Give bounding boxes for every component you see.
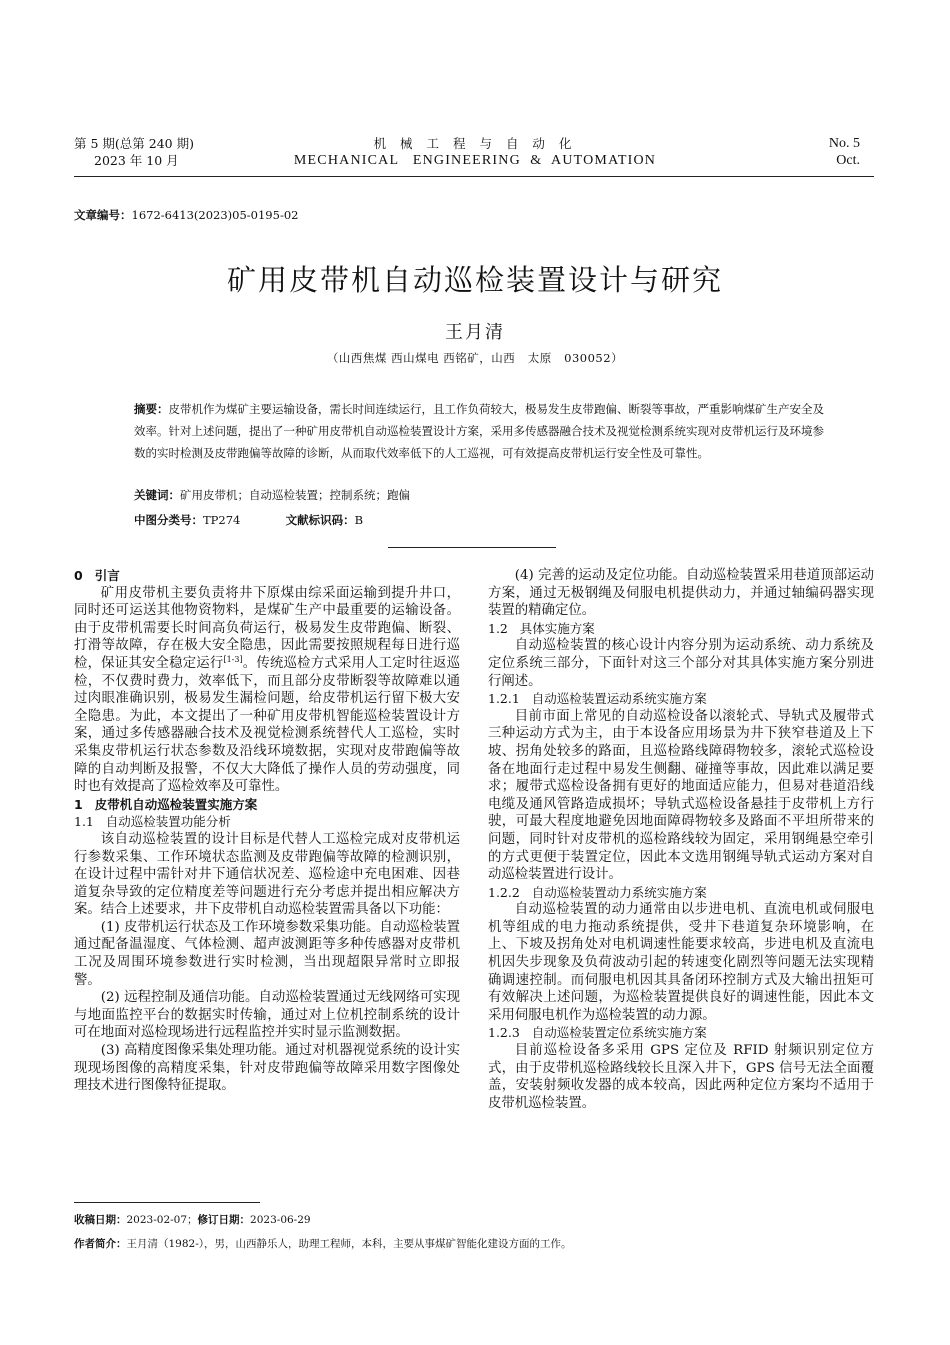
doc-code-label: 文献标识码： [285, 513, 355, 527]
paper-title: 矿用皮带机自动巡检装置设计与研究 [226, 263, 723, 297]
received-date: 2023-02-07； [126, 1214, 198, 1226]
clc-label: 中图分类号： [134, 513, 203, 527]
subsection-heading-1-2: 1.2 具体实施方案 [488, 620, 595, 636]
footnote-rule [74, 1202, 260, 1203]
article-number-value: 1672-6413(2023)05-0195-02 [131, 208, 299, 222]
section-heading-1: 1 皮带机自动巡检装置实施方案 [74, 796, 258, 812]
footnote-author-bio [74, 1236, 874, 1252]
revised-label: 修订日期： [197, 1214, 251, 1226]
journal-name-en: MECHANICAL ENGINEERING & AUTOMATION [293, 153, 657, 168]
issue-date: 2023 年 10 月 [94, 153, 179, 168]
issue-number: 第 5 期(总第 240 期) [74, 136, 194, 151]
paragraph: (1) 皮带机运行状态及工作环境参数采集功能。自动巡检装置通过配备温湿度、气体检测、超声波测距等多种传感器对皮带机工况及周围环境参数进行实时检测，当出现超限异常时立即报警。 [74, 919, 460, 988]
body-column-right [488, 567, 874, 1112]
bio-label: 作者简介： [74, 1238, 127, 1250]
author-name: 王月清 [445, 322, 505, 343]
running-header-right [829, 135, 860, 169]
paragraph: (2) 远程控制及通信功能。自动巡检装置通过无线网络可实现与地面监控平台的数据实时传输，通过对上位机控制系统的设计可在地面对巡检现场进行远程监控并实时显示监测数据。 [74, 990, 460, 1041]
keywords-text: 矿用皮带机；自动巡检装置；控制系统；跑偏 [180, 488, 410, 502]
article-number-label: 文章编号： [74, 208, 132, 222]
abstract-text: 皮带机作为煤矿主要运输设备，需长时间连续运行，且工作负荷较大，极易发生皮带跑偏、断裂等事故，严重影响煤矿生产安全及效率。针对上述问题，提出了一种矿用皮带机自动巡检装置设计方案，采用多传感器融合技术及视觉检测系统实现对皮带机运行及环境参数的实时检测及皮带跑偏等故障的诊断，从而取代效率低下的人工巡视，可有效提高皮带机运行安全性及可靠性。 [134, 402, 824, 460]
clc-value: TP274 [203, 513, 241, 527]
doc-code-value: B [354, 513, 364, 527]
issue-month-en: Oct. [836, 153, 860, 168]
header-rule [74, 176, 874, 177]
running-header-left [74, 135, 194, 169]
classification [134, 512, 363, 528]
citation-ref: [1-3] [223, 654, 243, 664]
subsection-heading-1-1: 1.1 自动巡检装置功能分析 [74, 814, 231, 830]
subsection-heading-1-2-3: 1.2.3 自动巡检装置定位系统实施方案 [488, 1025, 707, 1041]
paragraph: 自动巡检装置的核心设计内容分别为运动系统、动力系统及定位系统三部分，下面针对这三个部分对其具体实施方案分别进行阐述。 [488, 638, 874, 689]
article-number [74, 207, 298, 223]
paragraph: (3) 高精度图像采集处理功能。通过对机器视觉系统的设计实现现场图像的高精度采集，针对皮带跑偏等故障采用数字图像处理技术进行图像特征提取。 [74, 1043, 460, 1094]
author-affiliation: （山西焦煤 西山煤电 西铭矿，山西 太原 030052） [326, 351, 624, 365]
paragraph: 自动巡检装置的动力通常由以步进电机、直流电机或伺服电机等组成的电力拖动系统提供，受井下巷道复杂环境影响，在上、下坡及拐角处对电机调速性能要求较高，步进电机及直流电机因失步现象及负荷波动引起的转速变化剧烈等问题无法实现精确调速控制。而伺服电机因其具备闭环控制方式及大输出扭矩可有效解决上述问题，为巡检装置提供良好的调速性能，因此本文采用伺服电机作为巡检装置的动力源。 [488, 902, 874, 1023]
revised-date: 2023-06-29 [250, 1214, 311, 1226]
paragraph: (4) 完善的运动及定位功能。自动巡检装置采用巷道顶部运动方案，通过无极钢绳及伺服电机提供动力，并通过轴编码器实现装置的精确定位。 [488, 568, 874, 619]
abstract-divider [388, 547, 556, 548]
paragraph: 目前市面上常见的自动巡检设备以滚轮式、导轨式及履带式三种运动方式为主，由于本设备应用场景为井下狭窄巷道及上下坡、拐角处较多的路面，且巡检路线障碍物较多，滚轮式巡检设备在地面行走过程中易发生侧翻、碰撞等事故，因此难以满足要求；履带式巡检设备拥有更好的地面适应能力，但易对巷道沿线电缆及通风管路造成损坏；导轨式巡检设备悬挂于皮带机上方行驶，可最大程度地避免因地面障碍物较多及路面不平坦所带来的问题，同时针对皮带机的巡检路线较为固定，采用钢绳悬空牵引的方式更便于装置定位，因此本文选用钢绳导轨式运动方案对自动巡检装置进行设计。 [488, 708, 874, 883]
body-column-left [74, 567, 460, 1095]
bio-text: 王月清（1982-），男，山西静乐人，助理工程师，本科，主要从事煤矿智能化建设方面的工作。 [126, 1238, 572, 1250]
subsection-heading-1-2-1: 1.2.1 自动巡检装置运动系统实施方案 [488, 691, 707, 707]
paragraph: 矿用皮带机主要负责将井下原煤由综采面运输到提升井口，同时还可运送其他物资物料，是煤矿生产中最重要的运输设备。由于皮带机需要长时间高负荷运行，极易发生皮带跑偏、断裂、打滑等故障，存在极大安全隐患，因此需要按照规程每日进行巡检，保证其安全稳定运行[1-3]。传统巡检方式采用人工定时往返巡检，不仅费时费力，效率低下，而且部分皮带断裂等故障难以通过肉眼准确识别，极易发生漏检问题，给皮带机运行留下极大安全隐患。为此，本文提出了一种矿用皮带机智能巡检装置设计方案，通过多传感器融合技术及视觉检测系统替代人工巡检，实时采集皮带机运行状态参数及沿线环境数据，实现对皮带跑偏等故障的自动判断及报警，不仅大大降低了操作人员的劳动强度，同时也有效提高了巡检效率及可靠性。 [74, 585, 461, 795]
subsection-heading-1-2-2: 1.2.2 自动巡检装置动力系统实施方案 [488, 884, 707, 900]
footnote-dates [74, 1212, 874, 1228]
keywords-label: 关键词： [134, 488, 180, 502]
abstract-label: 摘要： [134, 402, 169, 416]
running-header-center [290, 135, 660, 169]
keywords [134, 487, 410, 503]
paragraph: 该自动巡检装置的设计目标是代替人工巡检完成对皮带机运行参数采集、工作环境状态监测及皮带跑偏等故障的检测识别，在设计过程中需针对井下通信状况差、巡检途中充电困难、因巷道复杂导致的定位精度差等问题进行充分考虑并提出相应解决方案。结合上述要求，井下皮带机自动巡检装置需具备以下功能： [74, 831, 460, 918]
received-label: 收稿日期： [74, 1214, 127, 1226]
section-heading-intro: 0 引言 [74, 568, 120, 583]
journal-name-cn: 机 械 工 程 与 自 动 化 [373, 136, 577, 151]
paragraph: 目前巡检设备多采用 GPS 定位及 RFID 射频识别定位方式，由于皮带机巡检路线较长且深入井下，GPS 信号无法全面覆盖，安装射频收发器的成本较高，因此两种定位方案均不适用于皮带机巡检装置。 [488, 1043, 874, 1111]
issue-no-en: No. 5 [828, 136, 860, 151]
abstract [134, 398, 824, 464]
